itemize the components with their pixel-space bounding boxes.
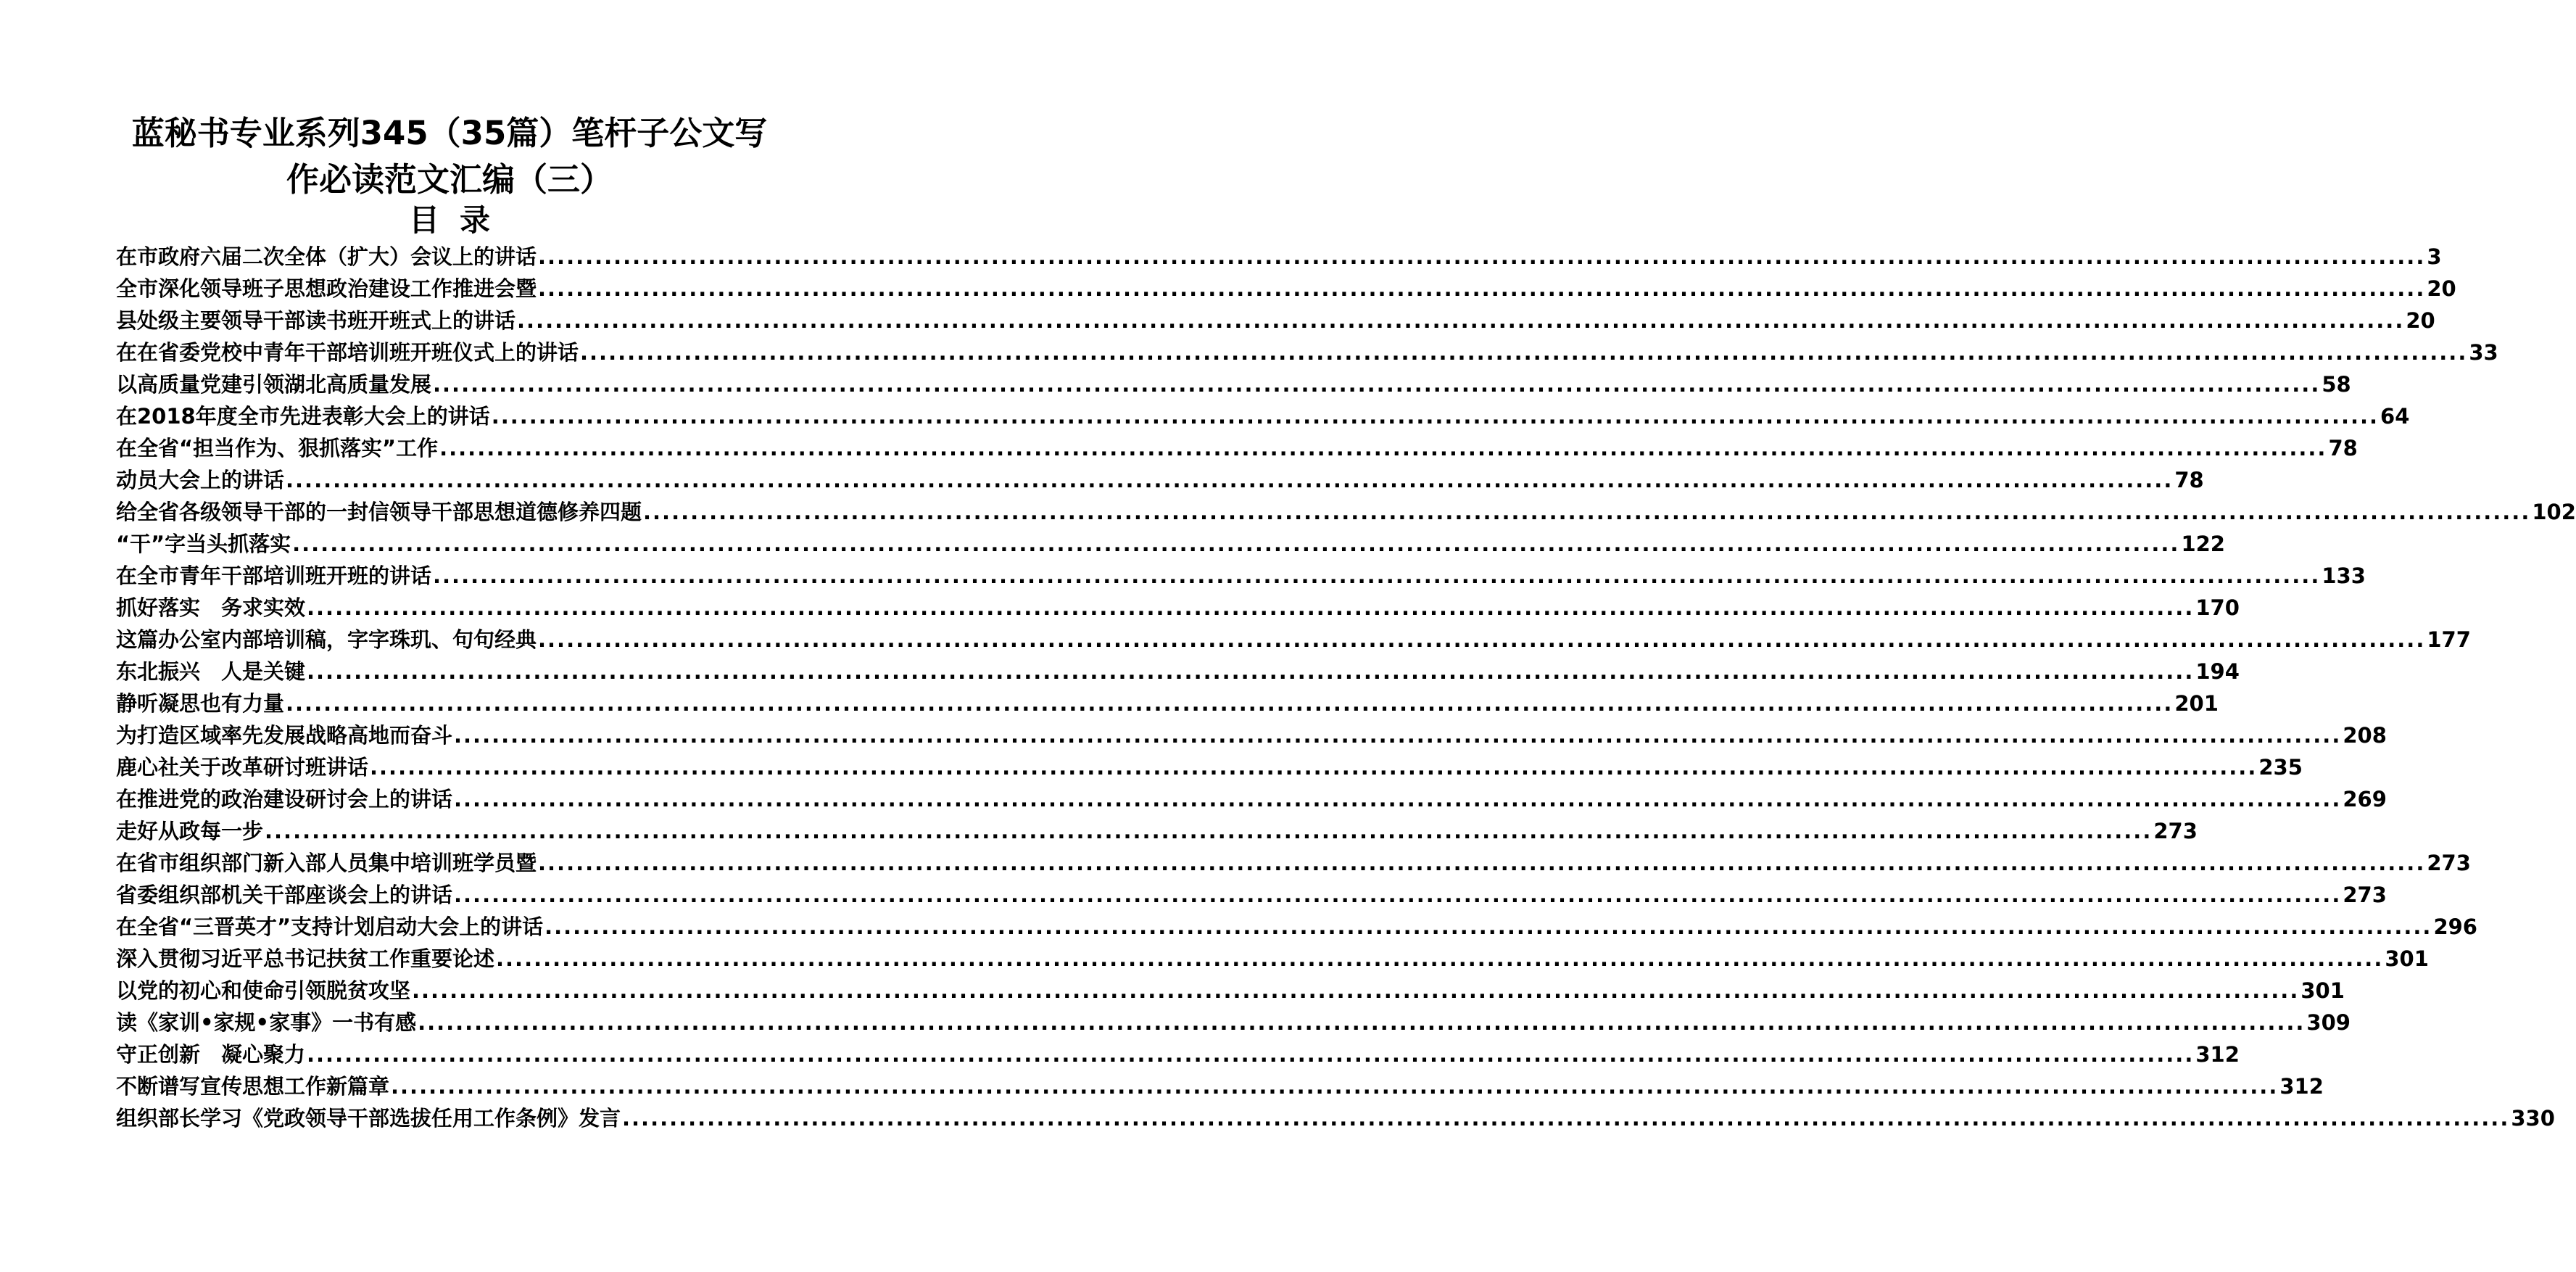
toc-entry-title: 深入贯彻习近平总书记扶贫工作重要论述 (116, 946, 495, 971)
toc-entry-page-number: 201 (2174, 691, 2219, 716)
document-title-line2: 作必读范文汇编（三） (286, 160, 613, 199)
toc-entry-page-number: 312 (2195, 1042, 2240, 1067)
toc-entry-title: 在全省“三晋英才”支持计划启动大会上的讲话 (116, 914, 544, 939)
toc-entry-page-number: 20 (2406, 308, 2435, 333)
toc-entry[interactable] (116, 815, 2198, 847)
toc-entry[interactable] (116, 687, 2219, 719)
toc-dot-leader: ........................................................................................................................................................................................................ (643, 500, 2531, 524)
toc-entry[interactable] (116, 1102, 2555, 1134)
toc-entry-title: 组织部长学习《党政领导干部选拔任用工作条例》发言 (116, 1106, 621, 1131)
toc-entry-title: 不断谱写宣传思想工作新篇章 (116, 1074, 390, 1099)
toc-entry-title: 静听凝思也有力量 (116, 691, 285, 716)
toc-entry-page-number: 273 (2153, 819, 2198, 843)
toc-dot-leader: ........................................................................................................................................................................................................ (517, 308, 2405, 333)
toc-entry[interactable] (116, 368, 2351, 400)
toc-entry-title: 东北振兴 人是关键 (116, 659, 306, 684)
toc-entry-page-number: 33 (2469, 340, 2498, 365)
toc-entry-title: 动员大会上的讲话 (116, 468, 285, 492)
toc-dot-leader: ........................................................................................................................................................................................................ (544, 914, 2432, 939)
toc-entry[interactable] (116, 273, 2456, 305)
toc-entry-title: “干”字当头抓落实 (116, 532, 291, 556)
toc-entry-title: 以高质量党建引领湖北高质量发展 (116, 372, 432, 397)
toc-entry[interactable] (116, 943, 2429, 975)
toc-entry[interactable] (116, 1070, 2324, 1102)
toc-dot-leader: ........................................................................................................................................................................................................ (538, 276, 2426, 301)
toc-dot-leader: ........................................................................................................................................................................................................ (370, 755, 2258, 780)
toc-entry-page-number: 273 (2343, 883, 2387, 907)
toc-entry-title: 在省市组织部门新入部人员集中培训班学员暨 (116, 851, 537, 875)
toc-entry-page-number: 301 (2300, 978, 2345, 1003)
toc-entry[interactable] (116, 1007, 2351, 1038)
toc-entry[interactable] (116, 911, 2477, 943)
toc-dot-leader: ........................................................................................................................................................................................................ (454, 883, 2342, 907)
toc-entry-page-number: 330 (2511, 1106, 2555, 1131)
toc-entry[interactable] (116, 624, 2471, 656)
toc-dot-leader: ........................................................................................................................................................................................................ (307, 595, 2195, 620)
toc-dot-leader: ........................................................................................................................................................................................................ (391, 1074, 2279, 1099)
toc-entry-title: 读《家训•家规•家事》一书有感 (116, 1010, 417, 1035)
table-of-contents (116, 241, 2576, 1134)
toc-entry[interactable] (116, 719, 2387, 751)
toc-dot-leader: ........................................................................................................................................................................................................ (491, 404, 2380, 429)
toc-entry[interactable] (116, 400, 2410, 432)
toc-dot-leader: ........................................................................................................................................................................................................ (286, 468, 2174, 492)
toc-entry[interactable] (116, 656, 2240, 687)
toc-dot-leader: ........................................................................................................................................................................................................ (433, 372, 2321, 397)
toc-entry-title: 在2018年度全市先进表彰大会上的讲话 (116, 404, 490, 429)
document-title-line1: 蓝秘书专业系列345（35篇）笔杆子公文写 (131, 114, 768, 152)
toc-entry[interactable] (116, 496, 2576, 528)
toc-entry[interactable] (116, 305, 2435, 336)
toc-entry-page-number: 296 (2433, 914, 2477, 939)
toc-entry-page-number: 78 (2328, 436, 2358, 461)
toc-entry-title: 守正创新 凝心聚力 (116, 1042, 306, 1067)
toc-heading: 目录 (408, 202, 510, 238)
toc-dot-leader: ........................................................................................................................................................................................................ (496, 946, 2384, 971)
toc-entry[interactable] (116, 847, 2471, 879)
document-title (102, 110, 798, 203)
toc-entry-title: 给全省各级领导干部的一封信领导干部思想道德修养四题 (116, 500, 642, 524)
toc-entry-page-number: 78 (2174, 468, 2204, 492)
toc-entry-title: 在推进党的政治建设研讨会上的讲话 (116, 787, 453, 811)
toc-entry[interactable] (116, 464, 2204, 496)
toc-entry[interactable] (116, 241, 2442, 273)
toc-dot-leader: ........................................................................................................................................................................................................ (307, 1042, 2195, 1067)
toc-dot-leader: ........................................................................................................................................................................................................ (622, 1106, 2510, 1131)
toc-entry-page-number: 235 (2258, 755, 2303, 780)
toc-entry-page-number: 122 (2181, 532, 2225, 556)
toc-entry[interactable] (116, 975, 2345, 1007)
toc-entry[interactable] (116, 592, 2240, 624)
toc-entry-title: 在在省委党校中青年干部培训班开班仪式上的讲话 (116, 340, 579, 365)
toc-entry-page-number: 58 (2322, 372, 2351, 397)
toc-entry[interactable] (116, 751, 2303, 783)
toc-entry-title: 在全省“担当作为、狠抓落实”工作 (116, 436, 439, 461)
toc-entry-page-number: 133 (2322, 563, 2366, 588)
toc-entry-page-number: 64 (2380, 404, 2410, 429)
toc-entry[interactable] (116, 432, 2358, 464)
toc-dot-leader: ........................................................................................................................................................................................................ (265, 819, 2153, 843)
toc-entry-page-number: 3 (2427, 244, 2442, 269)
toc-dot-leader: ........................................................................................................................................................................................................ (538, 244, 2426, 269)
toc-entry[interactable] (116, 879, 2387, 911)
toc-entry[interactable] (116, 528, 2225, 560)
toc-entry-page-number: 208 (2343, 723, 2387, 748)
toc-entry-title: 省委组织部机关干部座谈会上的讲话 (116, 883, 453, 907)
toc-entry-page-number: 273 (2427, 851, 2471, 875)
toc-dot-leader: ........................................................................................................................................................................................................ (292, 532, 2180, 556)
toc-entry[interactable] (116, 1038, 2240, 1070)
toc-entry-page-number: 177 (2427, 627, 2471, 652)
toc-entry-title: 走好从政每一步 (116, 819, 264, 843)
toc-entry-page-number: 309 (2306, 1010, 2351, 1035)
toc-entry-page-number: 170 (2195, 595, 2240, 620)
toc-entry-title: 这篇办公室内部培训稿，字字珠玑、句句经典 (116, 627, 537, 652)
toc-dot-leader: ........................................................................................................................................................................................................ (439, 436, 2327, 461)
toc-entry-title: 鹿心社关于改革研讨班讲话 (116, 755, 369, 780)
toc-entry[interactable] (116, 783, 2387, 815)
toc-entry-title: 抓好落实 务求实效 (116, 595, 306, 620)
toc-entry-title: 以党的初心和使命引领脱贫攻坚 (116, 978, 411, 1003)
toc-entry-page-number: 102 (2532, 500, 2576, 524)
toc-dot-leader: ........................................................................................................................................................................................................ (307, 659, 2195, 684)
toc-entry-page-number: 312 (2279, 1074, 2324, 1099)
toc-dot-leader: ........................................................................................................................................................................................................ (538, 627, 2426, 652)
toc-entry-title: 在市政府六届二次全体（扩大）会议上的讲话 (116, 244, 537, 269)
toc-dot-leader: ........................................................................................................................................................................................................ (286, 691, 2174, 716)
toc-entry-page-number: 194 (2195, 659, 2240, 684)
toc-entry[interactable] (116, 336, 2498, 368)
toc-entry-title: 全市深化领导班子思想政治建设工作推进会暨 (116, 276, 537, 301)
toc-entry-page-number: 20 (2427, 276, 2456, 301)
toc-dot-leader: ........................................................................................................................................................................................................ (538, 851, 2426, 875)
toc-entry-title: 县处级主要领导干部读书班开班式上的讲话 (116, 308, 516, 333)
toc-dot-leader: ........................................................................................................................................................................................................ (454, 723, 2342, 748)
toc-dot-leader: ........................................................................................................................................................................................................ (418, 1010, 2306, 1035)
toc-dot-leader: ........................................................................................................................................................................................................ (454, 787, 2342, 811)
toc-dot-leader: ........................................................................................................................................................................................................ (580, 340, 2468, 365)
toc-entry-page-number: 301 (2385, 946, 2429, 971)
toc-entry-title: 为打造区域率先发展战略高地而奋斗 (116, 723, 453, 748)
toc-dot-leader: ........................................................................................................................................................................................................ (433, 563, 2321, 588)
toc-entry[interactable] (116, 560, 2366, 592)
toc-dot-leader: ........................................................................................................................................................................................................ (412, 978, 2300, 1003)
toc-entry-page-number: 269 (2343, 787, 2387, 811)
toc-entry-title: 在全市青年干部培训班开班的讲话 (116, 563, 432, 588)
